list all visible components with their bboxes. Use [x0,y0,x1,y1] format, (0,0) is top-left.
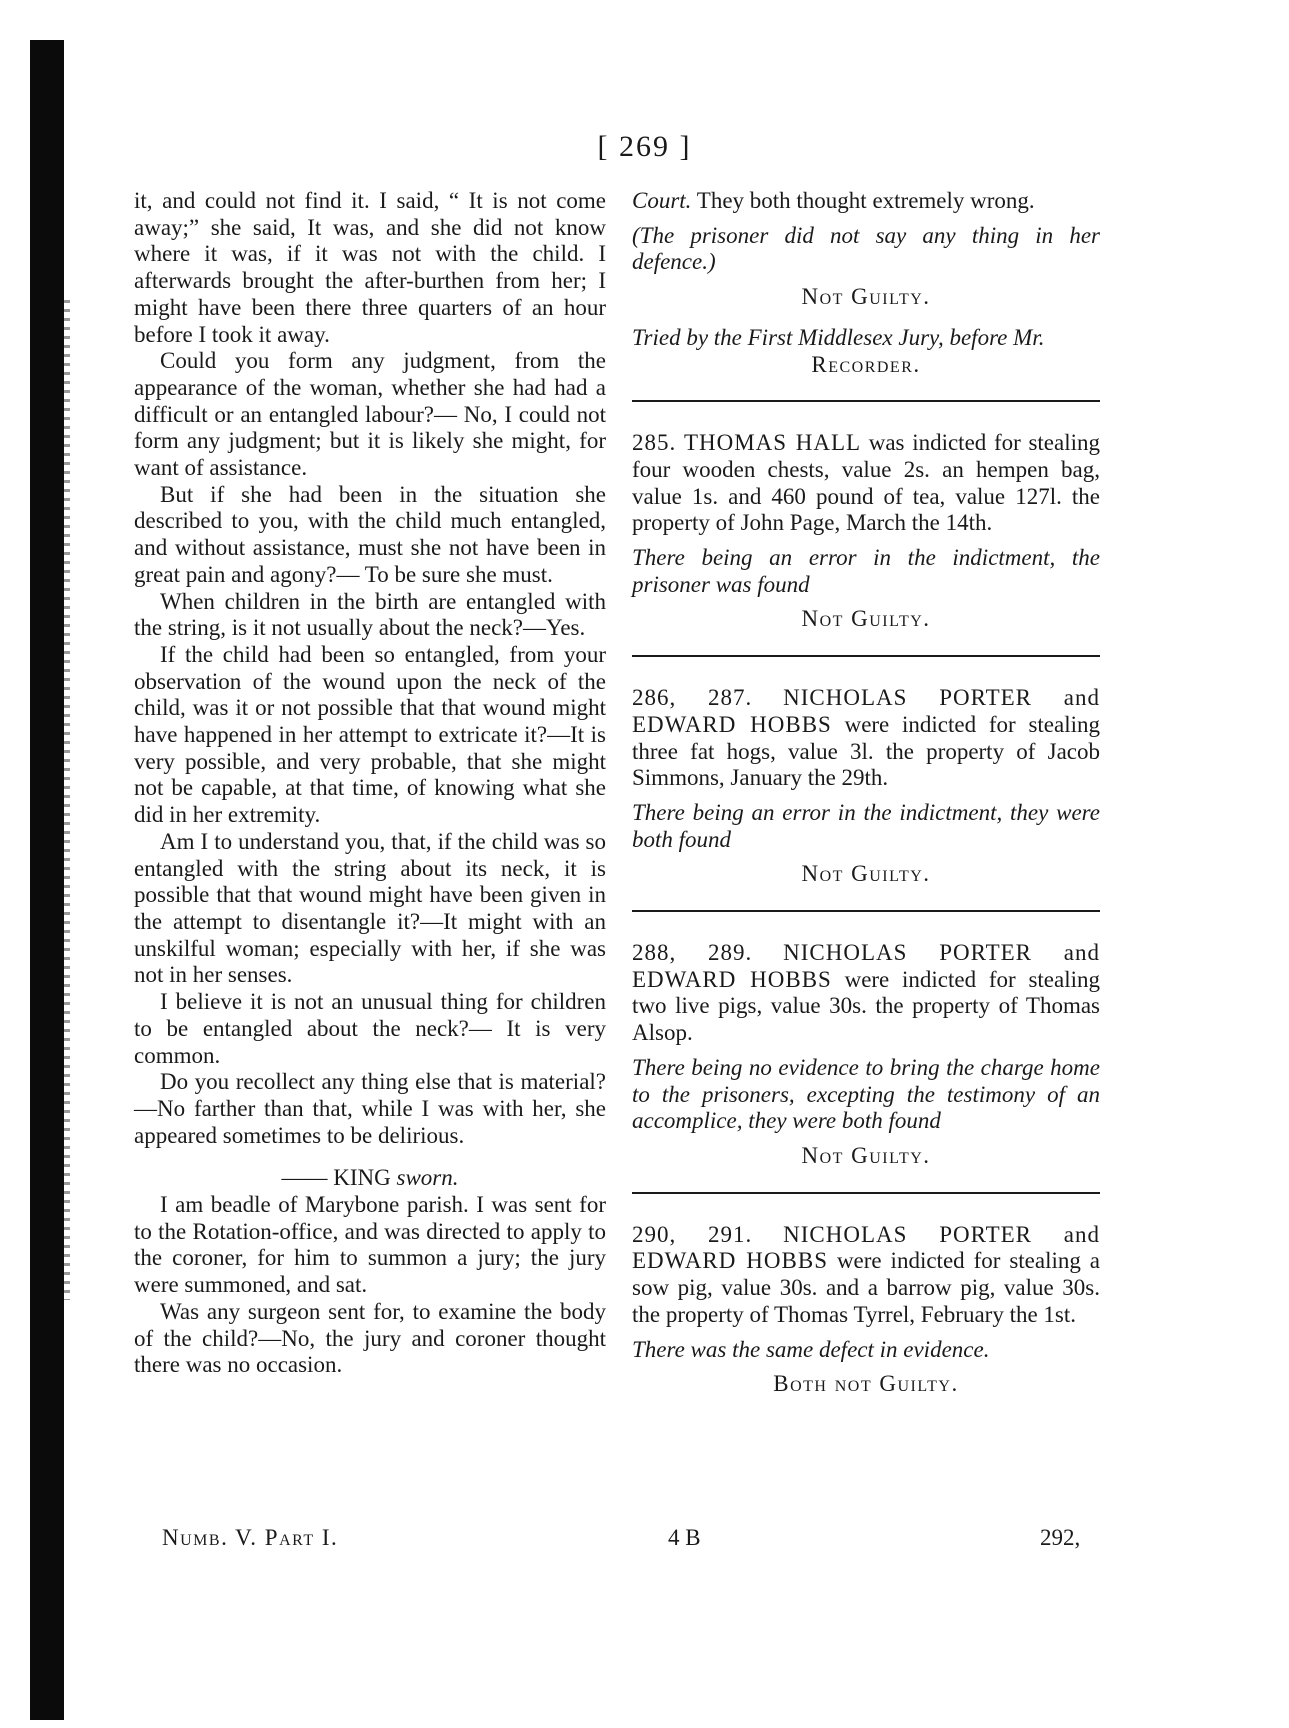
paragraph: But if she had been in the situation she described to you, with the child much entangled, and without assistance, must she not have been in great pain and agony?— To be sure she must. [134,481,606,587]
page-number-header: [ 269 ] [597,130,692,163]
prisoner-note: (The prisoner did not say any thing in her defence.) [632,222,1100,275]
witness-name: —— KING [281,1165,391,1191]
section-rule [632,655,1100,657]
case-note: There being an error in the indictment, the prisoner was found [632,545,1100,597]
case-text: was indicted for stealing four wooden chests, value 2s. an hempen bag, value 1s. and 460 pound of tea, value 127l. the property of John Page, March the 14th. [632,430,1100,536]
paragraph: Could you form any judgment, from the appearance of the woman, whether she had had a difficult or an entangled labour?— No, I could not form any judgment; but it is likely she might, for want of assistance. [134,348,606,481]
paragraph: I believe it is not an unusual thing for children to be entangled about the neck?— It is very common. [134,989,606,1068]
section-rule [632,400,1100,402]
defendant-names: NICHOLAS PORTER and EDWARD HOBBS [632,940,1101,992]
case-text: were indicted for stealing two live pigs, value 30s. the property of Thomas Alsop. [632,966,1100,1046]
paragraph: I am beadle of Marybone parish. I was sent for to the Rotation-office, and was directed to apply to the coroner, for him to summon a jury; the jury were summoned, and sat. [134,1192,606,1298]
case-text: were indicted for stealing three fat hogs, value 3l. the property of Jacob Simmons, January the 29th. [632,711,1100,791]
court-label: Court. [632,188,692,213]
page-edge-texture [64,300,70,1300]
paragraph: Was any surgeon sent for, to examine the body of the child?—No, the jury and coroner thought there was no occasion. [134,1298,606,1378]
verdict: Both not Guilty. [773,1371,959,1397]
case-entry [632,940,1100,1047]
case-number: 286, 287. [632,685,753,711]
right-column [632,188,1100,1412]
verdict: Not Guilty. [801,606,931,632]
defendant-names: NICHOLAS PORTER and EDWARD HOBBS [632,1221,1101,1274]
court-text: They both thought extremely wrong. [691,188,1035,213]
case-note: There being an error in the indictment, they were both found [632,799,1100,852]
paragraph: When children in the birth are entangled with the string, is it not usually about the neck?—Yes. [134,588,606,641]
case-number: 290, 291. [632,1221,753,1247]
signature-mark: 4 B [668,1525,701,1550]
verdict: Not Guilty. [801,1142,931,1168]
tried-by: Tried by the First Middlesex Jury, before Mr. [632,324,1045,350]
defendant-names: THOMAS HALL [683,430,862,456]
recorder: Recorder. [811,351,921,377]
case-note: There was the same defect in evidence. [632,1336,990,1362]
case-entry [632,1222,1100,1329]
left-column [134,188,606,1379]
case-entry [632,430,1100,537]
paragraph: Do you recollect any thing else that is material?—No farther than that, while I was with her, she appeared sometimes to be delirious. [134,1069,606,1148]
paragraph: Am I to understand you, that, if the child was so entangled with the string about its neck, it is possible that that wound might have been given in the attempt to disentangle it?—It might with an unskilful woman; especially with her, if she was not in her senses. [134,828,606,988]
case-note: There being no evidence to bring the charge home to the prisoners, excepting the testimony of an accomplice, they were both found [632,1054,1100,1134]
case-entry [632,685,1100,792]
witness-heading [134,1165,606,1192]
verdict: Not Guilty. [801,861,931,887]
case-number: 288, 289. [632,940,753,966]
case-text: were indicted for stealing a sow pig, value 30s. and a barrow pig, value 30s. the property of Thomas Tyrrel, February the 1st. [632,1248,1101,1327]
case-number: 285. [632,430,677,456]
book-spine-shadow [30,40,64,1720]
paragraph: it, and could not find it. I said, “ It is not come away;” she said, It was, and she did not know where it was, if it was not with the child. I afterwards brought the after-burthen from her; I might have been there three quarters of an hour before I took it away. [134,188,606,347]
catchword: 292, [1040,1525,1081,1550]
court-statement [632,188,1100,215]
paragraph: If the child had been so entangled, from your observation of the wound upon the neck of the child, was it or not possible that that wound might have happened in her attempt to extricate it?—It is very possible, and very probable, that she might not be capable, at that time, of knowing what she did in her extremity. [134,641,606,828]
part-label: Numb. V. Part I. [162,1525,339,1550]
section-rule [632,910,1100,912]
defendant-names: NICHOLAS PORTER and EDWARD HOBBS [632,685,1101,737]
verdict: Not Guilty. [801,284,931,310]
section-rule [632,1192,1100,1194]
witness-sworn: sworn. [396,1165,459,1191]
